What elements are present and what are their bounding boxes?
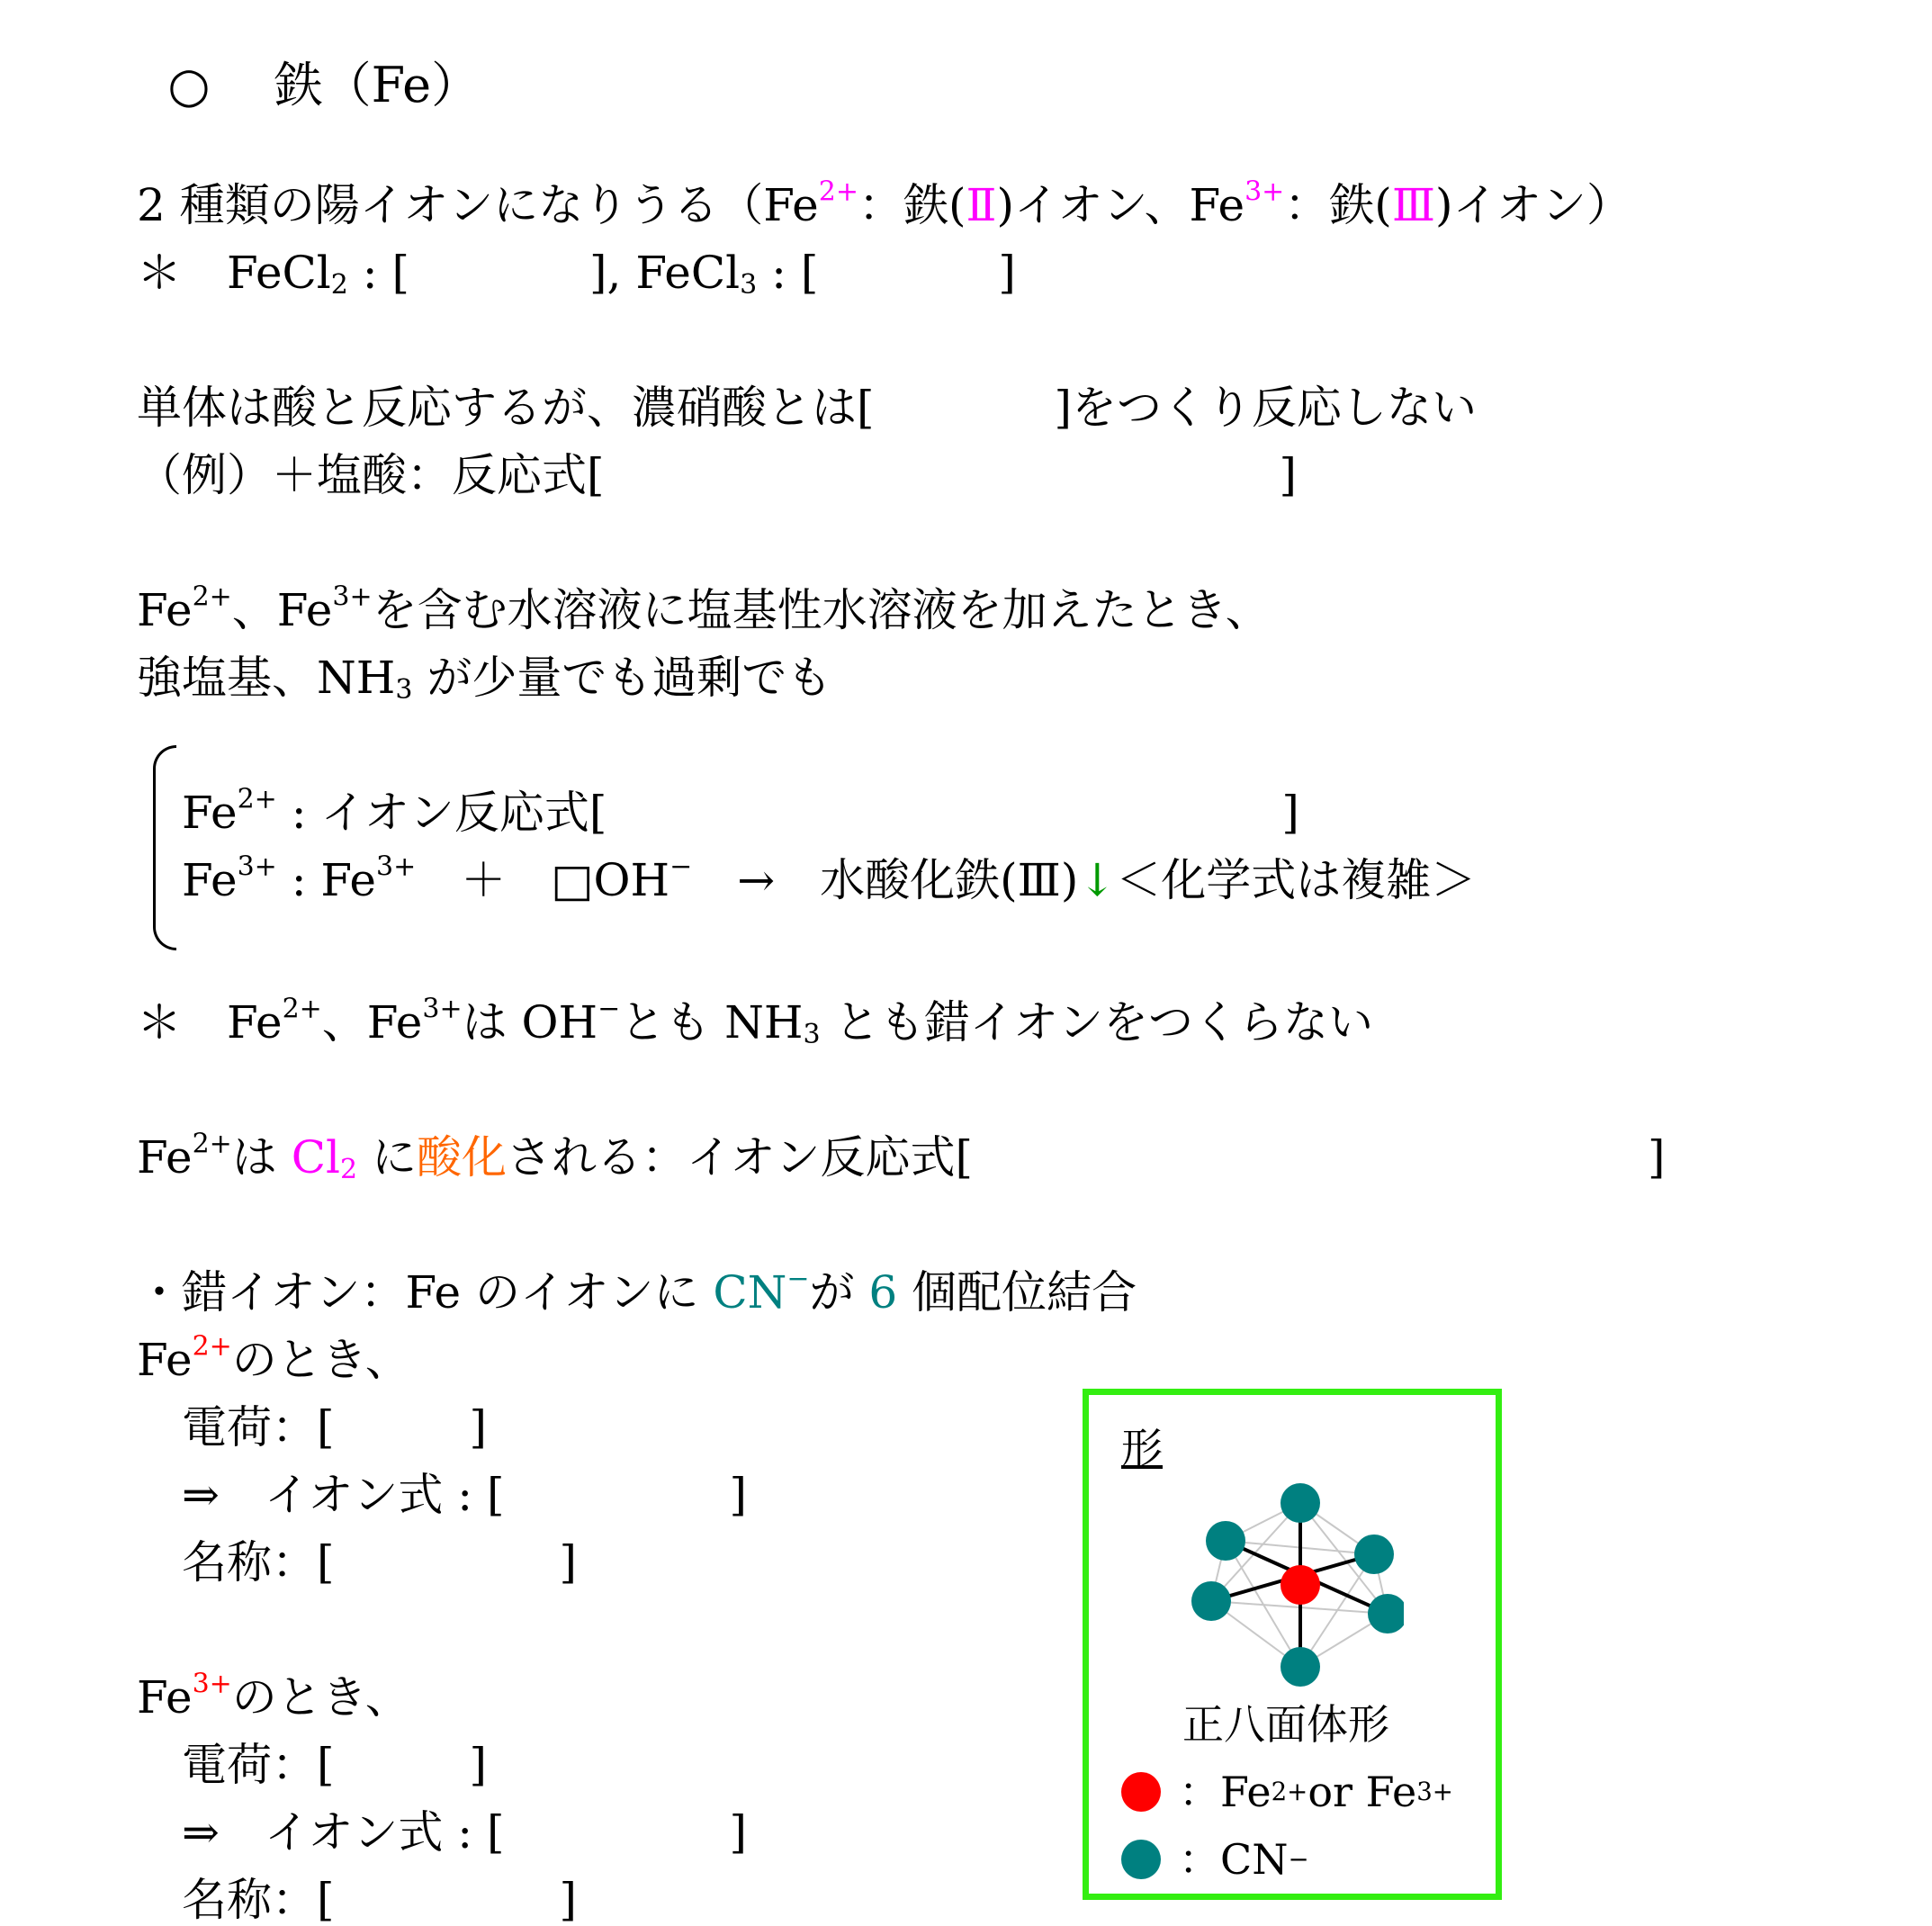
fe2-charge: 2+ <box>282 993 322 1025</box>
complex-text: のとき、 <box>231 1334 410 1386</box>
fecl3-subscript: 3 <box>740 269 758 301</box>
star-mark: ＊ <box>137 996 182 1048</box>
oxidized-word: 酸化 <box>416 1131 507 1184</box>
note-text: とも NH <box>620 996 804 1048</box>
note-text: 、Fe <box>321 996 423 1048</box>
complex-text: 個配位結合 <box>897 1266 1137 1318</box>
base-text: が少量でも過剰でも <box>412 652 832 704</box>
roman-two: Ⅱ <box>966 179 997 231</box>
ion-intro-text: ：鉄( <box>858 179 966 231</box>
fe3-label: Fe <box>182 854 238 906</box>
fe3-charge: 3+ <box>1245 176 1285 208</box>
base-text: Fe <box>137 584 193 636</box>
ion-intro-text: ：鉄( <box>1284 179 1392 231</box>
fe2-name-blank: 名称：[ ] <box>182 1536 578 1588</box>
oh-charge: − <box>598 993 621 1025</box>
fe2-formula-blank: ⇒ イオン式 : [ ] <box>182 1469 748 1521</box>
cyanide-charge: − <box>786 1263 810 1295</box>
red-dot-icon <box>1121 1772 1161 1812</box>
ion-intro-line <box>137 176 1632 231</box>
nh3-subscript: 3 <box>803 1019 821 1050</box>
base-text: 、Fe <box>231 584 333 636</box>
legend-text: or Fe <box>1307 1768 1417 1816</box>
complex-text: のとき、 <box>231 1671 410 1724</box>
octahedral-figure-box <box>1083 1389 1502 1900</box>
ligand-atom <box>1354 1534 1394 1574</box>
base-text: 強塩基、NH <box>137 652 396 704</box>
fe2-charge-blank: 電荷：[ ] <box>182 1401 488 1454</box>
fe2-charge: 2+ <box>818 176 858 208</box>
ion-intro-prefix: 2 種類の陽イオンになりうる（Fe <box>137 179 819 231</box>
ligand-atom <box>1368 1594 1404 1634</box>
complex-text: ・錯イオン：Fe のイオンに <box>137 1266 714 1318</box>
fe3-text: ＋ □OH <box>416 854 670 906</box>
fe3-charge: 3+ <box>192 1668 232 1700</box>
fe2-label: Fe <box>182 787 238 839</box>
fe3-charge: 3+ <box>237 850 277 883</box>
coordination-number: 6 <box>868 1266 898 1318</box>
fecl3-formula: FeCl <box>635 247 741 299</box>
figure-caption: 正八面体形 <box>1182 1700 1389 1749</box>
title-text: 鉄（Fe） <box>274 57 481 113</box>
ox-text: に <box>357 1131 417 1184</box>
ion-intro-text: )イオン、Fe <box>996 179 1245 231</box>
note-text: は OH <box>462 996 598 1048</box>
fe3-charge: 3+ <box>332 580 373 613</box>
fe3-note: ＜化学式は複雑＞ <box>1116 854 1477 906</box>
fe3-charge: 3+ <box>422 993 463 1025</box>
star-mark: ＊ <box>137 247 182 299</box>
left-brace <box>153 745 176 950</box>
legend-ligand: ：CN − <box>1121 1839 1309 1880</box>
passivation-line: 単体は酸と反応するが、濃硝酸とは[ ]をつくり反応しない <box>137 382 1478 434</box>
nh3-subscript: 3 <box>395 674 413 706</box>
legend-text: ：CN <box>1179 1835 1289 1884</box>
fe3-text: → 水酸化鉄(Ⅲ) <box>692 854 1079 906</box>
chlorine-formula: Cl <box>291 1131 340 1184</box>
fe3-text: : Fe <box>276 854 376 906</box>
fecl2-subscript: 2 <box>330 269 348 301</box>
fe2-charge: 2+ <box>192 580 232 613</box>
base-text: を含む水溶液に塩基性水溶液を加えたとき、 <box>372 584 1271 636</box>
fe3-formula-blank: ⇒ イオン式 : [ ] <box>182 1806 748 1858</box>
figure-title: 形 <box>1121 1424 1163 1472</box>
fe2-reaction-line <box>182 783 1299 839</box>
roman-three: Ⅲ <box>1391 179 1436 231</box>
ox-text: Fe <box>137 1131 193 1184</box>
fe3-complex-heading <box>137 1668 410 1724</box>
chlorine-subscript: 2 <box>339 1154 358 1185</box>
chloride-line <box>137 247 1016 301</box>
octahedron-diagram <box>1179 1476 1404 1692</box>
fe2-charge: 2+ <box>192 1128 232 1160</box>
fe2-charge: 2+ <box>192 1330 232 1363</box>
base-condition-line <box>137 652 832 706</box>
complex-text: が <box>809 1266 869 1318</box>
note-text: Fe <box>227 996 283 1048</box>
precipitate-arrow-icon: ↓ <box>1078 854 1117 906</box>
fe3-reaction-line <box>182 850 1477 906</box>
center-atom <box>1281 1565 1320 1605</box>
oxidation-line <box>137 1128 1666 1185</box>
base-intro-line <box>137 580 1271 636</box>
complex-text: Fe <box>137 1334 193 1386</box>
ligand-atom <box>1206 1521 1245 1561</box>
ox-text: される：イオン反応式[ ] <box>506 1131 1666 1184</box>
fecl2-blank: : [ ], <box>347 247 622 299</box>
fe3-charge: 3+ <box>375 850 417 883</box>
teal-dot-icon <box>1121 1840 1161 1879</box>
complex-intro-line <box>137 1263 1137 1318</box>
fe3-name-blank: 名称：[ ] <box>182 1874 578 1926</box>
hcl-example-line: （例）＋塩酸：反応式[ ] <box>137 449 1298 501</box>
cyanide-formula: CN <box>713 1266 787 1318</box>
title-mark: ○ <box>167 57 211 113</box>
note-text: とも錯イオンをつくらない <box>820 996 1373 1048</box>
ligand-atom <box>1281 1647 1320 1687</box>
fe2-charge: 2+ <box>237 783 277 815</box>
fecl2-formula: FeCl <box>227 247 331 299</box>
ion-intro-end: )イオン） <box>1435 179 1632 231</box>
ligand-atom <box>1191 1581 1231 1621</box>
fecl3-blank: : [ ] <box>757 247 1016 299</box>
complex-text: Fe <box>137 1671 193 1724</box>
fe3-charge-blank: 電荷：[ ] <box>182 1739 488 1791</box>
ligand-atom <box>1281 1483 1320 1523</box>
legend-center: ：Fe 2+ or Fe 3+ <box>1121 1771 1453 1813</box>
legend-text: ：Fe <box>1179 1768 1272 1816</box>
fe2-reaction-blank: : イオン反応式[ ] <box>276 787 1299 839</box>
fe2-complex-heading <box>137 1330 410 1386</box>
oh-charge: − <box>669 850 693 883</box>
ox-text: は <box>231 1131 292 1184</box>
no-complex-note <box>137 993 1373 1050</box>
page-title <box>137 13 481 113</box>
